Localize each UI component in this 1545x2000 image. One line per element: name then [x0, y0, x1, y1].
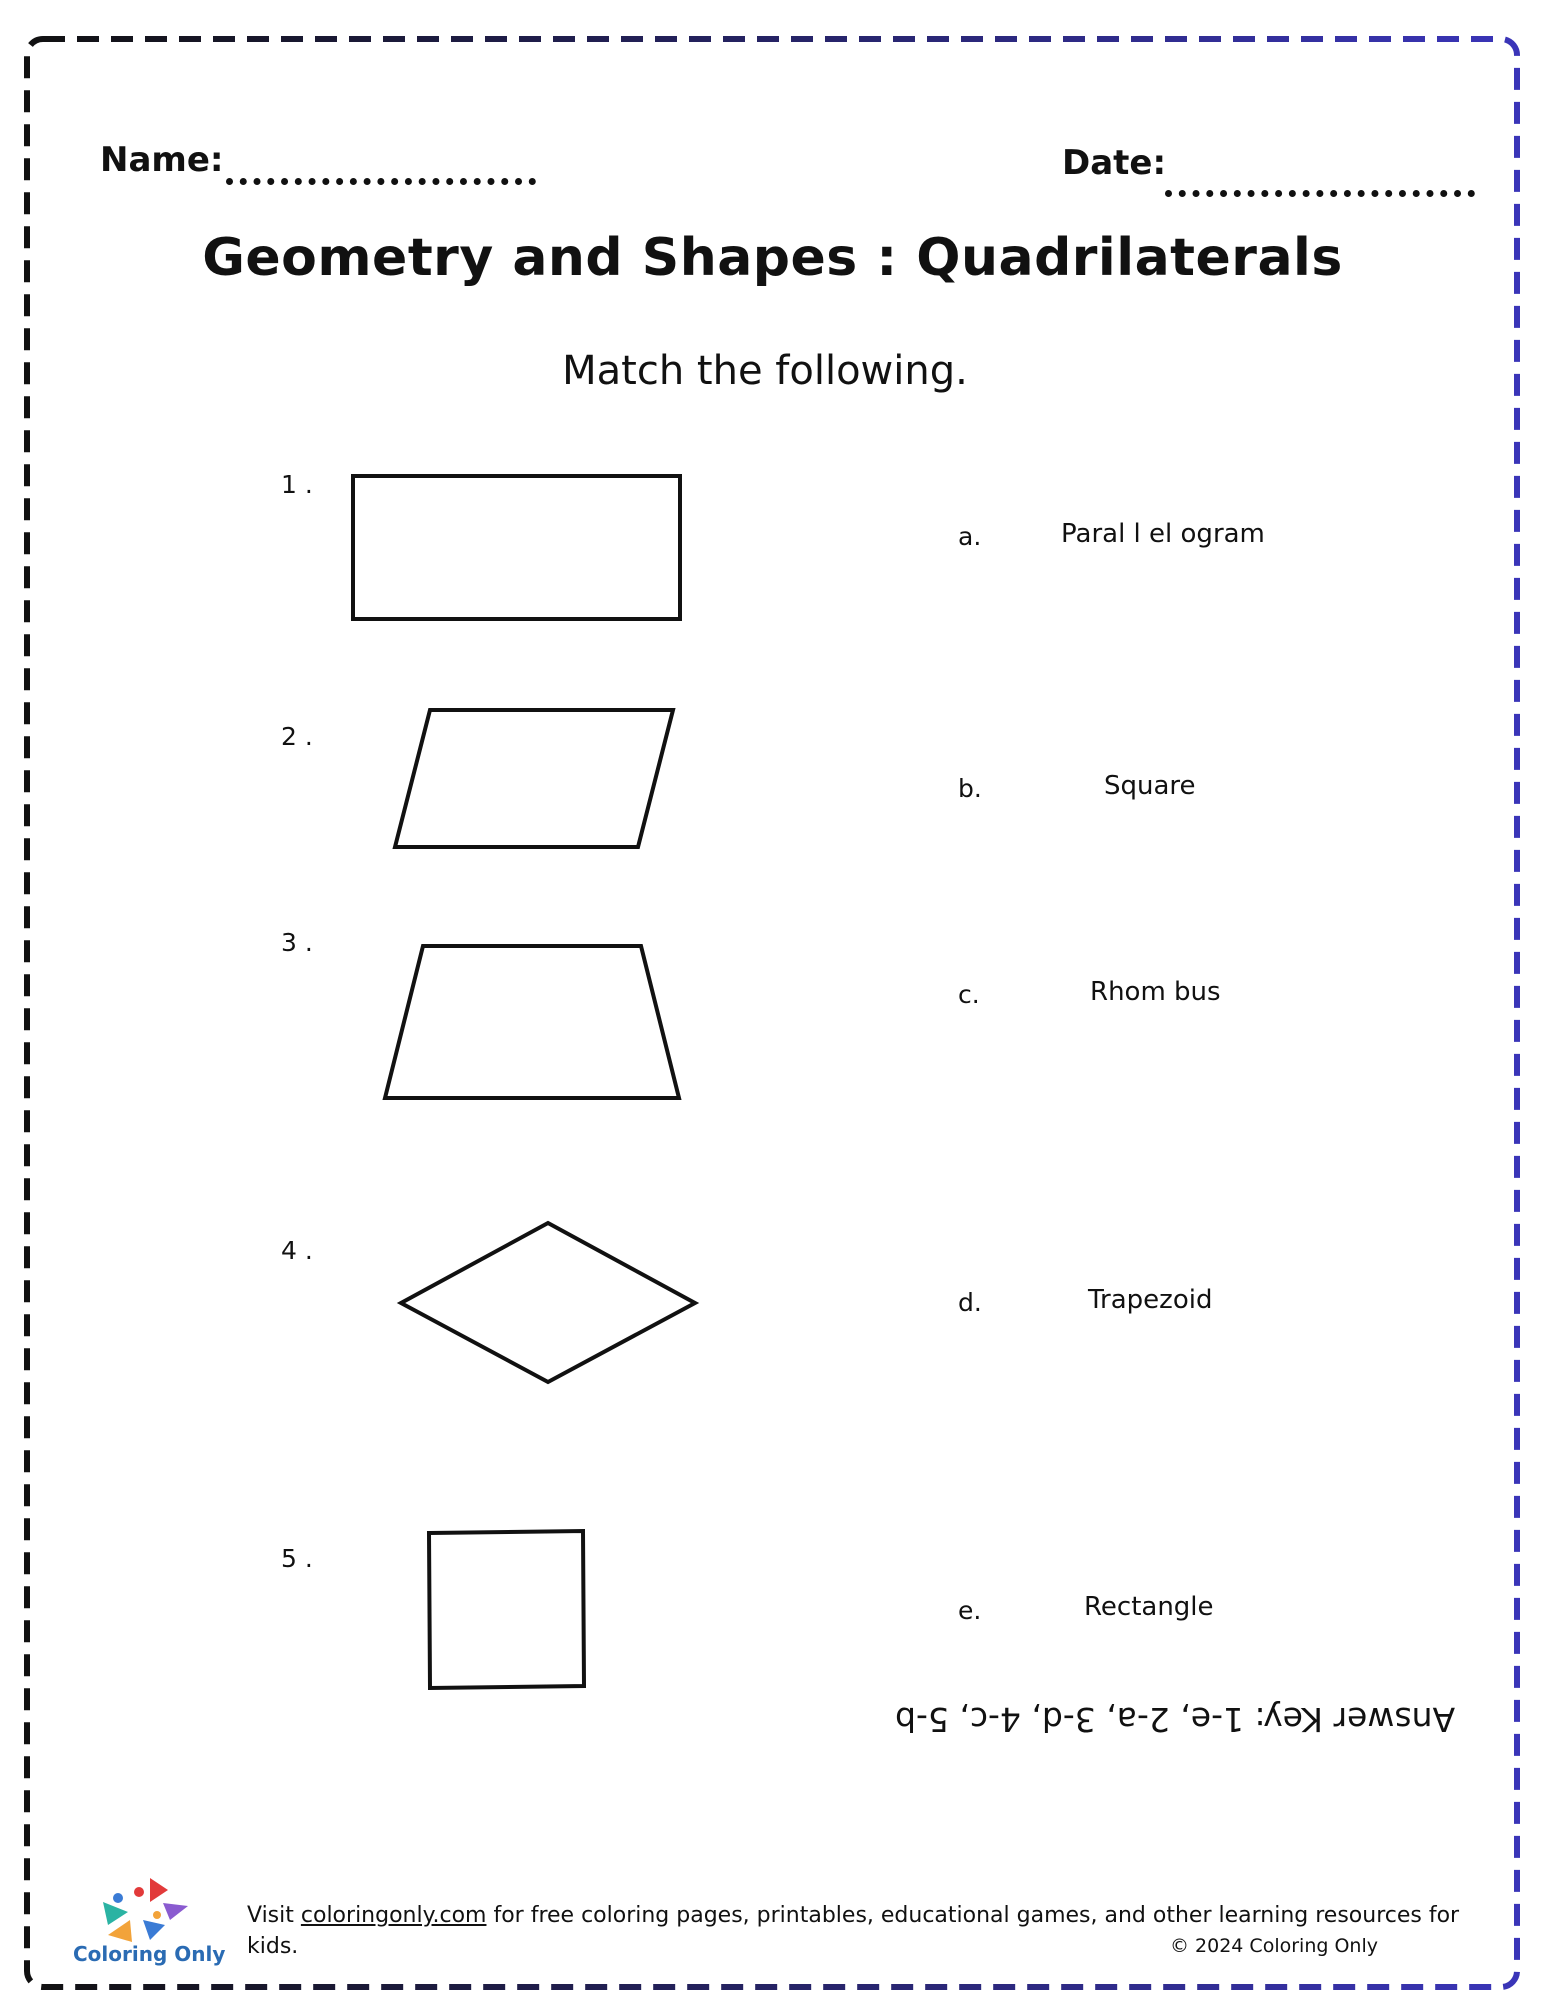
- date-label: Date:: [1062, 143, 1167, 183]
- logo-text: Coloring Only: [73, 1942, 226, 1966]
- option-letter: a.: [958, 522, 982, 551]
- option-letter: e.: [958, 1596, 982, 1625]
- option-label-parallelogram: Paral l el ogram: [1061, 519, 1265, 549]
- footer-link[interactable]: coloringonly.com: [300, 1903, 487, 1928]
- option-label-rhombus: Rhom bus: [1090, 977, 1221, 1007]
- name-label: Name:: [100, 140, 224, 180]
- shape-number: 2 .: [281, 722, 313, 751]
- option-letter: d.: [958, 1288, 982, 1317]
- copyright: © 2024 Coloring Only: [1170, 1935, 1378, 1957]
- shape-number: 1 .: [281, 470, 313, 499]
- answer-key: Answer Key: 1-e, 2-a, 3-d, 4-c, 5-b: [895, 1700, 1456, 1739]
- instruction: Match the following.: [562, 348, 968, 394]
- shape-number: 3 .: [281, 928, 313, 957]
- footer-rest: for free coloring pages, printables, educational games, and other learning resources for: [493, 1903, 1460, 1928]
- option-letter: c.: [958, 980, 980, 1009]
- footer-visit: Visit: [247, 1903, 294, 1928]
- footer-line-2: kids.: [247, 1934, 299, 1959]
- option-label-trapezoid: Trapezoid: [1088, 1285, 1213, 1315]
- option-label-square: Square: [1104, 771, 1196, 801]
- option-label-rectangle: Rectangle: [1084, 1592, 1214, 1622]
- option-letter: b.: [958, 774, 982, 803]
- page-title: Geometry and Shapes : Quadrilaterals: [202, 228, 1343, 288]
- shape-number: 5 .: [281, 1544, 313, 1573]
- footer-line-1: [247, 1900, 1459, 1931]
- shape-number: 4 .: [281, 1236, 313, 1265]
